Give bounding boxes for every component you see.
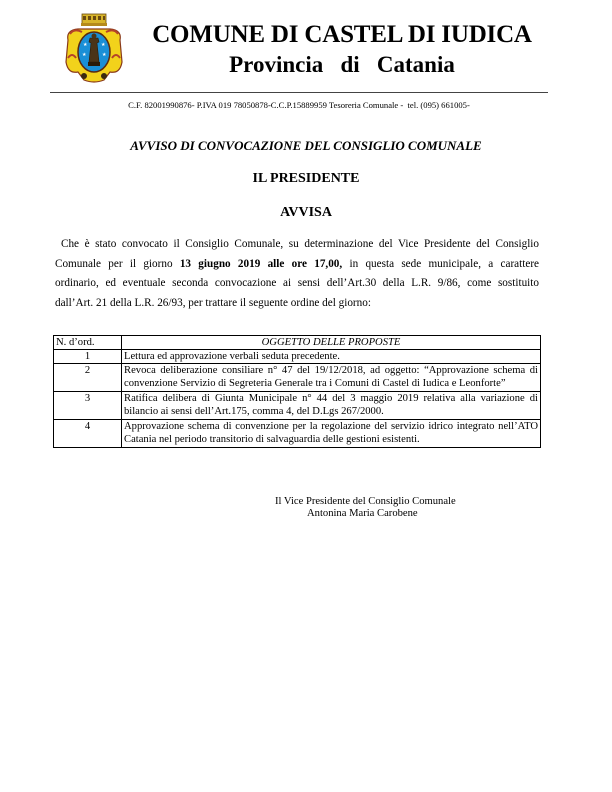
convocation-paragraph — [55, 235, 539, 313]
agenda-item-number: 2 — [54, 364, 122, 392]
meeting-date: 13 giugno 2019 alle ore 17,00, — [179, 257, 343, 270]
announces-heading: AVVISA — [280, 205, 332, 220]
paragraph-line-2 — [55, 255, 539, 275]
header-divider — [50, 92, 548, 93]
paragraph-line-3: ordinario, ed eventuale seconda convocazione ai sensi dell’Art.30 della L.R. 9/86, come sostituito — [55, 277, 539, 290]
paragraph-line-1: Che è stato convocato il Consiglio Comunale, su determinazione del Vice Presidente del Consiglio — [61, 238, 539, 250]
table-row — [54, 392, 541, 420]
agenda-table — [53, 335, 541, 448]
table-row — [54, 420, 541, 448]
table-row — [54, 364, 541, 392]
agenda-item-number: 3 — [54, 392, 122, 420]
signature-block — [275, 496, 456, 520]
president-heading: IL PRESIDENTE — [252, 171, 360, 186]
agenda-item-subject: Lettura ed approvazione verbali seduta precedente. — [122, 350, 541, 364]
table-row — [54, 350, 541, 364]
agenda-header-row — [54, 336, 541, 350]
notice-heading: AVVISO DI CONVOCAZIONE DEL CONSIGLIO COMUNALE — [130, 138, 482, 153]
svg-text:★: ★ — [82, 53, 87, 58]
fiscal-info: C.F. 82001990876- P.IVA 019 78050878-C.C.P.15889959 Tesoreria Comunale - tel. (095) 661005- — [128, 100, 470, 110]
signatory-name: Antonina Maria Carobene — [307, 508, 418, 519]
agenda-item-number: 4 — [54, 420, 122, 448]
agenda-item-number: 1 — [54, 350, 122, 364]
crest-graphic — [64, 12, 124, 84]
column-header-number: N. d’ord. — [54, 336, 122, 350]
svg-text:★: ★ — [83, 43, 88, 48]
paragraph-line-4: dall’Art. 21 della L.R. 26/93, per trattare il seguente ordine del giorno: — [55, 296, 371, 309]
column-header-subject: OGGETTO DELLE PROPOSTE — [122, 336, 541, 350]
agenda-item-subject: Revoca deliberazione consiliare n° 47 del 19/12/2018, ad oggetto: “Approvazione schema di convenzione Servizio di Segreteria Generale tra i Comuni di Castel di Iudica e Leonforte” — [122, 364, 541, 392]
svg-text:★: ★ — [102, 53, 107, 58]
province-subtitle: Provincia di Catania — [229, 52, 455, 77]
svg-text:★: ★ — [101, 43, 106, 48]
municipal-coat-of-arms-icon — [64, 12, 124, 84]
paragraph-line-2-end: in questa sede municipale, a carattere — [342, 257, 540, 270]
agenda-item-subject: Approvazione schema di convenzione per la regolazione del servizio idrico integrato nell’ATO Catania nel periodo transitorio di salvaguardia delle gestioni esistenti. — [122, 420, 541, 448]
municipality-title: COMUNE DI CASTEL DI IUDICA — [152, 21, 532, 48]
paragraph-line-2-start: Comunale per il giorno — [55, 257, 180, 270]
signatory-role: Il Vice Presidente del Consiglio Comunale — [275, 496, 456, 507]
agenda-item-subject: Ratifica delibera di Giunta Municipale n° 44 del 3 maggio 2019 relativa alla variazione di bilancio ai sensi dell’Art.175, comma 4, del D.Lgs 267/2000. — [122, 392, 541, 420]
